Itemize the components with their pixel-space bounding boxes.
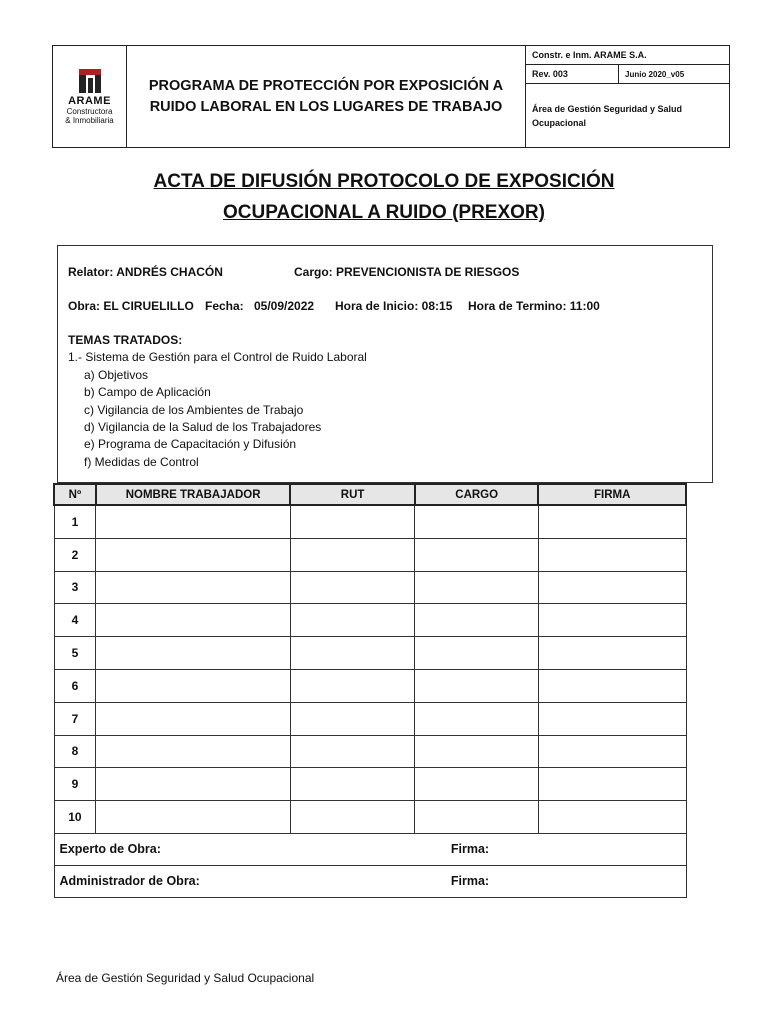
obra-label: Obra: EL CIRUELILLO [68, 299, 194, 313]
table-row [54, 505, 686, 538]
firma-cell[interactable] [538, 702, 686, 735]
topic-item: a) Objetivos [84, 367, 149, 382]
firma-cell[interactable] [538, 768, 686, 801]
firma-cell[interactable] [538, 505, 686, 538]
table-row [54, 637, 686, 670]
header-area: Área de Gestión Seguridad y Salud Ocupacional [532, 103, 683, 128]
roster-body [54, 505, 686, 897]
table-row [54, 768, 686, 801]
cargo-cell[interactable] [415, 604, 539, 637]
firma-cell[interactable] [538, 669, 686, 702]
experto-firma-label[interactable]: Firma: [415, 833, 686, 865]
row-number: 4 [54, 604, 96, 637]
worker-name-cell[interactable] [96, 669, 290, 702]
table-row [54, 702, 686, 735]
row-number: 10 [54, 801, 96, 834]
firma-cell[interactable] [538, 604, 686, 637]
col-cargo: CARGO [415, 484, 539, 505]
session-info-box [57, 245, 713, 483]
fecha-value: 05/09/2022 [254, 299, 315, 313]
program-title: PROGRAMA DE PROTECCIÓN POR EXPOSICIÓN A RUIDO LABORAL EN LOS LUGARES DE TRABAJO [127, 46, 526, 147]
table-row [54, 571, 686, 604]
firma-cell[interactable] [538, 637, 686, 670]
administrador-signature-row [54, 865, 686, 897]
worker-name-cell[interactable] [96, 702, 290, 735]
col-number: Nº [54, 484, 96, 505]
rut-cell[interactable] [290, 801, 415, 834]
document-title-line-1: ACTA DE DIFUSIÓN PROTOCOLO DE EXPOSICIÓN [153, 171, 615, 192]
rut-cell[interactable] [290, 669, 415, 702]
worker-name-cell[interactable] [96, 735, 290, 768]
rut-cell[interactable] [290, 571, 415, 604]
company-logo [53, 46, 127, 147]
col-rut: RUT [290, 484, 415, 505]
row-number: 5 [54, 637, 96, 670]
rut-cell[interactable] [290, 538, 415, 571]
row-number: 9 [54, 768, 96, 801]
row-number: 8 [54, 735, 96, 768]
logo-subtitle-1: Constructora [66, 106, 113, 116]
cargo-cell[interactable] [415, 768, 539, 801]
topic-item: b) Campo de Aplicación [84, 385, 211, 400]
topic-item: e) Programa de Capacitación y Difusión [84, 437, 297, 452]
document-header [52, 45, 730, 148]
company-name: Constr. e Inm. ARAME S.A. [526, 46, 729, 65]
row-number: 6 [54, 669, 96, 702]
topic-item: d) Vigilancia de la Salud de los Trabajadores [84, 420, 322, 435]
cargo-cell[interactable] [415, 571, 539, 604]
worker-name-cell[interactable] [96, 571, 290, 604]
relator-label: Relator: ANDRÉS CHACÓN [68, 265, 223, 279]
col-worker-name: NOMBRE TRABAJADOR [96, 484, 290, 505]
logo-name: ARAME [68, 94, 111, 107]
cargo-cell[interactable] [415, 669, 539, 702]
firma-cell[interactable] [538, 735, 686, 768]
administrador-label: Administrador de Obra: [54, 865, 415, 897]
cargo-cell[interactable] [415, 637, 539, 670]
cargo-cell[interactable] [415, 702, 539, 735]
experto-label: Experto de Obra: [54, 833, 415, 865]
topic-item: c) Vigilancia de los Ambientes de Trabajo [84, 402, 304, 417]
worker-name-cell[interactable] [96, 505, 290, 538]
row-number: 1 [54, 505, 96, 538]
hora-termino: Hora de Termino: 11:00 [468, 299, 600, 313]
table-header-row [54, 484, 686, 505]
topics-list [68, 332, 367, 471]
cargo-cell[interactable] [415, 735, 539, 768]
cargo-label: Cargo: PREVENCIONISTA DE RIESGOS [294, 265, 520, 279]
logo-subtitle-2: & Inmobiliaria [65, 115, 114, 125]
worker-name-cell[interactable] [96, 801, 290, 834]
worker-name-cell[interactable] [96, 604, 290, 637]
arame-logo-icon [79, 69, 101, 93]
rut-cell[interactable] [290, 604, 415, 637]
row-number: 2 [54, 538, 96, 571]
firma-cell[interactable] [538, 538, 686, 571]
rut-cell[interactable] [290, 702, 415, 735]
rut-cell[interactable] [290, 637, 415, 670]
hora-inicio: Hora de Inicio: 08:15 [335, 299, 453, 313]
worker-name-cell[interactable] [96, 538, 290, 571]
footer-area: Área de Gestión Seguridad y Salud Ocupacional [56, 971, 315, 985]
rut-cell[interactable] [290, 505, 415, 538]
revision-row [526, 65, 729, 84]
cargo-cell[interactable] [415, 538, 539, 571]
table-row [54, 801, 686, 834]
experto-signature-row [54, 833, 686, 865]
attendance-table [53, 483, 687, 898]
header-meta [526, 46, 729, 147]
table-row [54, 538, 686, 571]
cargo-cell[interactable] [415, 801, 539, 834]
administrador-firma-label[interactable]: Firma: [415, 865, 686, 897]
revision-number: Rev. 003 [526, 65, 619, 83]
table-row [54, 669, 686, 702]
table-row [54, 735, 686, 768]
version-date: Junio 2020_v05 [625, 69, 685, 79]
document-title-line-2: OCUPACIONAL A RUIDO (PREXOR) [223, 202, 545, 223]
worker-name-cell[interactable] [96, 637, 290, 670]
table-row [54, 604, 686, 637]
worker-name-cell[interactable] [96, 768, 290, 801]
topics-main: 1.- Sistema de Gestión para el Control de Ruido Laboral [68, 350, 367, 365]
fecha-label: Fecha: [205, 299, 244, 313]
rut-cell[interactable] [290, 735, 415, 768]
row-number: 3 [54, 571, 96, 604]
document-title [0, 166, 768, 228]
row-number: 7 [54, 702, 96, 735]
topics-heading: TEMAS TRATADOS: [68, 333, 183, 347]
firma-cell[interactable] [538, 571, 686, 604]
col-firma: FIRMA [538, 484, 686, 505]
cargo-cell[interactable] [415, 505, 539, 538]
topic-item: f) Medidas de Control [84, 454, 199, 469]
rut-cell[interactable] [290, 768, 415, 801]
firma-cell[interactable] [538, 801, 686, 834]
